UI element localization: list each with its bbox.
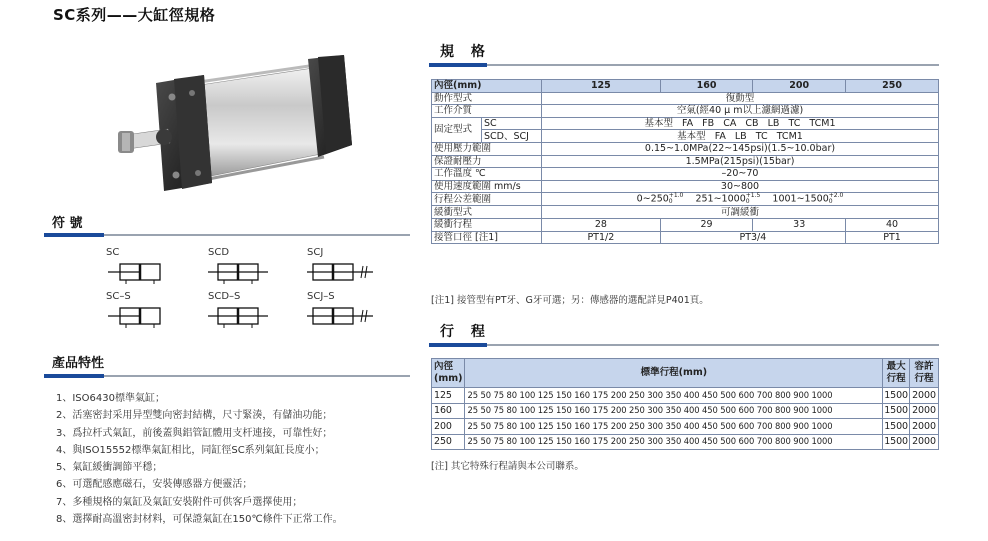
spec-value: PT1/2 [542, 231, 661, 244]
spec-header-125: 125 [542, 80, 661, 93]
stroke-header-row [432, 359, 939, 388]
spec-section-title: 規 格 [440, 44, 491, 60]
feature-item: 5、氣缸緩衝調節平穩； [56, 462, 163, 474]
stroke-allow: 2000 [910, 403, 939, 419]
symbol-label: SC–S [106, 291, 131, 302]
feature-item: 4、與ISO15552標準氣缸相比，同缸徑SC系列氣缸長度小； [56, 444, 325, 456]
spec-value: 可調緩衝 [542, 206, 939, 219]
spec-value: PT3/4 [660, 231, 845, 244]
stroke-header-allow [910, 359, 939, 388]
tol-fraction [829, 193, 844, 205]
table-row [432, 434, 939, 450]
table-row [432, 388, 939, 404]
features-section-title: 產品特性 [52, 356, 105, 371]
stroke-section-rule [429, 344, 939, 346]
symbol-scj [307, 247, 387, 287]
spec-label: 工作溫度 ℃ [432, 168, 542, 181]
stroke-header-bore [432, 359, 465, 388]
tol-range: 251~1000 [695, 193, 746, 205]
stroke-section-title: 行 程 [440, 324, 491, 340]
spec-row-temp [432, 168, 939, 181]
stroke-standard: 25 50 75 80 100 125 150 160 175 200 250 300 350 400 450 500 600 700 800 900 1000 [465, 403, 883, 419]
spec-row-pressure [432, 142, 939, 155]
symbol-section-rule [44, 234, 410, 236]
spec-header-160: 160 [660, 80, 753, 93]
spec-header-bore: 內徑(mm) [432, 80, 542, 93]
spec-value: 空氣(經40 μ m以上濾網過濾) [542, 105, 939, 118]
tol-range: 1001~1500 [772, 193, 829, 205]
stroke-bore: 160 [432, 403, 465, 419]
spec-row-cushion [432, 206, 939, 219]
stroke-table [431, 358, 939, 450]
feature-item: 7、多種規格的氣缸及氣缸安裝附件可供客戶選擇使用； [56, 496, 303, 508]
symbol-section-title: 符 號 [52, 216, 83, 231]
spec-value: 基本型 FA FB CA CB LB TC TCM1 [542, 117, 939, 130]
spec-value: 復動型 [542, 92, 939, 105]
spec-header-250: 250 [846, 80, 939, 93]
spec-row-port [432, 231, 939, 244]
spec-header-row [432, 80, 939, 93]
spec-value: 1.5MPa(215psi)(15bar) [542, 155, 939, 168]
features-list [56, 390, 343, 528]
spec-section-rule [429, 64, 939, 66]
stroke-max: 1500 [883, 388, 910, 404]
stroke-standard: 25 50 75 80 100 125 150 160 175 200 250 300 350 400 450 500 600 700 800 900 1000 [465, 434, 883, 450]
feature-item: 2、活塞密封采用异型雙向密封結構，尺寸緊湊，有儲油功能； [56, 410, 333, 422]
feature-item: 6、可選配感應磁石，安裝傳感器方便靈活； [56, 479, 253, 491]
tol-lower: 0 [668, 198, 673, 206]
spec-value: 33 [753, 218, 846, 231]
stroke-header-max [883, 359, 910, 388]
spec-sublabel: SC [482, 117, 542, 130]
spec-label: 使用速度範圍 mm/s [432, 180, 542, 193]
spec-value: 30~800 [542, 180, 939, 193]
spec-label: 接管口徑 [注1] [432, 231, 542, 244]
stroke-note: [注] 其它特殊行程請與本公司聯系。 [431, 461, 584, 472]
page-title: SC系列——大缸徑規格 [53, 6, 216, 24]
symbol-sc-s [106, 291, 186, 331]
header-text: 行程 [886, 373, 906, 384]
spec-row-action [432, 92, 939, 105]
feature-item: 3、爲拉杆式氣缸，前後蓋與鋁管缸體用支杆連接，可靠性好； [56, 427, 333, 439]
spec-label: 行程公差範圍 [432, 193, 542, 206]
spec-row-proof [432, 155, 939, 168]
stroke-max: 1500 [883, 403, 910, 419]
spec-value: 29 [660, 218, 753, 231]
stroke-bore: 250 [432, 434, 465, 450]
spec-value [542, 193, 939, 206]
spec-note: [注1] 接管型有PT牙、G牙可選；另：傳感器的選配詳見P401頁。 [431, 295, 709, 306]
tol-upper: +1.5 [745, 192, 761, 200]
symbol-scj-s [307, 291, 387, 331]
stroke-allow: 2000 [910, 388, 939, 404]
spec-row-cushion-stroke [432, 218, 939, 231]
header-text: (mm) [434, 373, 463, 384]
table-row [432, 419, 939, 435]
spec-row-mount-sc [432, 117, 939, 130]
spec-label: 固定型式 [432, 117, 482, 142]
symbol-label: SCD [208, 247, 230, 258]
tol-lower: 0 [828, 198, 833, 206]
symbol-label: SCD–S [208, 291, 241, 302]
stroke-standard: 25 50 75 80 100 125 150 160 175 200 250 300 350 400 450 500 600 700 800 900 1000 [465, 419, 883, 435]
symbol-label: SCJ [307, 247, 324, 258]
spec-value: PT1 [846, 231, 939, 244]
feature-item: 8、選擇耐高溫密封材料，可保證氣缸在150℃條件下正常工作。 [56, 514, 343, 526]
tol-upper: +2.0 [828, 192, 844, 200]
spec-label: 使用壓力範圍 [432, 142, 542, 155]
tol-fraction [746, 193, 761, 205]
stroke-max: 1500 [883, 434, 910, 450]
stroke-allow: 2000 [910, 434, 939, 450]
stroke-standard: 25 50 75 80 100 125 150 160 175 200 250 300 350 400 450 500 600 700 800 900 1000 [465, 388, 883, 404]
symbol-sc [106, 247, 186, 287]
feature-item: 1、ISO6430標準氣缸； [56, 393, 165, 404]
spec-label: 動作型式 [432, 92, 542, 105]
stroke-bore: 125 [432, 388, 465, 404]
stroke-bore: 200 [432, 419, 465, 435]
tol-upper: +1.0 [668, 192, 684, 200]
tol-range: 0~250 [636, 193, 669, 205]
stroke-allow: 2000 [910, 419, 939, 435]
spec-row-medium [432, 105, 939, 118]
spec-value: –20~70 [542, 168, 939, 181]
spec-row-speed [432, 180, 939, 193]
spec-table [431, 79, 939, 244]
header-text: 最大 [886, 361, 906, 372]
spec-label: 工作介質 [432, 105, 542, 118]
spec-label: 保證耐壓力 [432, 155, 542, 168]
spec-row-mount-scd [432, 130, 939, 143]
header-text: 容許 [914, 361, 934, 372]
symbol-scd-s [208, 291, 288, 331]
features-section-rule [44, 375, 410, 377]
stroke-max: 1500 [883, 419, 910, 435]
table-row [432, 403, 939, 419]
spec-label: 緩衝型式 [432, 206, 542, 219]
spec-value: 40 [846, 218, 939, 231]
spec-value: 28 [542, 218, 661, 231]
symbol-label: SC [106, 247, 120, 258]
symbol-label: SCJ–S [307, 291, 335, 302]
header-text: 行程 [914, 373, 934, 384]
tol-lower: 0 [745, 198, 750, 206]
tol-fraction [669, 193, 684, 205]
spec-value: 0.15~1.0MPa(22~145psi)(1.5~10.0bar) [542, 142, 939, 155]
stroke-header-standard: 標準行程(mm) [465, 359, 883, 388]
symbol-scd [208, 247, 288, 287]
spec-row-tolerance [432, 193, 939, 206]
spec-sublabel: SCD、SCJ [482, 130, 542, 143]
spec-header-200: 200 [753, 80, 846, 93]
spec-value: 基本型 FA LB TC TCM1 [542, 130, 939, 143]
cylinder-photo [112, 45, 362, 205]
spec-label: 緩衝行程 [432, 218, 542, 231]
header-text: 內徑 [434, 361, 454, 372]
